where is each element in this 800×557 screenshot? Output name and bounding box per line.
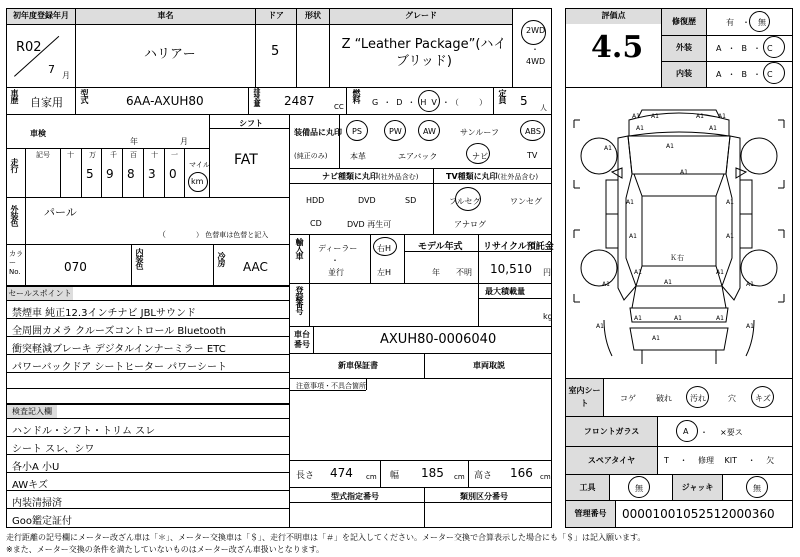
navi-hdd: HDD — [306, 196, 325, 205]
circle-hv — [418, 90, 440, 112]
model-value: 6AA-AXUH80 — [126, 94, 204, 108]
car-damage-diagram — [566, 88, 792, 378]
mark-20: A1 — [674, 315, 682, 322]
footer-note-1: 走行距離の記号欄にメーター改ざん車は「＊」、メーター交換車は「＄」、走行不明車は「＃」を記入してください。メーター交換で合算表示した場合にも「＄」は記入願います。 — [6, 533, 646, 542]
circle-windshield-a — [676, 420, 698, 442]
height-value: 166 — [510, 466, 533, 480]
label-usage: 車歴 — [10, 89, 19, 103]
circle-fullseg — [455, 187, 481, 211]
mark-12: A1 — [629, 233, 637, 240]
import-left-hand: 左H — [377, 268, 392, 277]
jack-value: 無 — [753, 484, 761, 493]
label-color: 外装色 — [10, 205, 19, 226]
label-equipment-sub: (純正のみ) — [294, 152, 328, 160]
label-mileage: 走行 — [10, 158, 19, 172]
length-unit: cm — [366, 473, 377, 481]
drive-2wd: 2WD — [526, 26, 546, 35]
circle-scratch — [751, 386, 774, 408]
usage-value: 自家用 — [30, 96, 63, 109]
circle-repair-none — [749, 11, 770, 32]
seat-opt-hole: 穴 — [728, 394, 736, 403]
inspector-note-3: 各小A 小U — [12, 462, 60, 473]
odo-digit-2: 9 — [106, 167, 114, 181]
label-type-approval: 型式指定番号 — [331, 492, 379, 501]
month-unit-2: 月 — [180, 137, 188, 146]
equip-pw: PW — [389, 127, 402, 136]
car-name: ハリアー — [144, 47, 196, 62]
label-shift: シフト — [239, 119, 263, 128]
odo-head-sign: 記号 — [36, 151, 50, 159]
windshield-sep: ・ — [700, 428, 708, 437]
odo-digit-1: 5 — [86, 167, 94, 181]
width-value: 185 — [421, 466, 444, 480]
sales-point-1: 禁煙車 純正12.3インチナビ JBLサウンド — [12, 308, 197, 319]
odo-head-mile: マイル — [189, 161, 210, 169]
inspector-note-5: 内装清掃済 — [12, 498, 62, 509]
label-interior-seat: 室内シート — [566, 379, 603, 416]
label-model: 型式 — [80, 89, 89, 103]
persons-unit: 人 — [540, 104, 547, 112]
model-year-unknown: 不明 — [456, 268, 472, 277]
circle-exterior-c — [763, 36, 785, 58]
mark-9: A1 — [680, 169, 688, 176]
equip-navi: ナビ — [472, 152, 488, 161]
mark-18: A1 — [746, 281, 754, 288]
capacity-value: 5 — [520, 94, 528, 108]
odo-head-juu: 十 — [151, 151, 158, 159]
label-navi: ナビ種類に丸印(社外品含む) — [322, 172, 419, 181]
year-unit: 年 — [130, 137, 138, 146]
mark-4: A1 — [718, 113, 726, 120]
seat-opt-burn: コゲ — [620, 394, 636, 403]
label-class-no: 類別区分番号 — [460, 492, 508, 501]
equip-sunroof: サンルーフ — [460, 128, 499, 137]
mark-6: A1 — [709, 125, 717, 132]
sales-point-2: 全周囲カメラ クルーズコントロール Bluetooth — [12, 326, 226, 337]
grade-value: Z “Leather Package”(ハイブリッド) — [341, 37, 507, 69]
inspector-note-6: Goo鑑定証付 — [12, 516, 72, 527]
mark-23: A1 — [746, 323, 754, 330]
label-mgmt: 管理番号 — [566, 501, 615, 527]
label-recycle: リサイクル預託金 — [483, 242, 554, 252]
odo-head-10man: 十 — [67, 151, 74, 159]
label-fuel: 燃料 — [352, 89, 361, 103]
label-chassis: 車台番号 — [294, 330, 310, 349]
circle-jack — [746, 476, 768, 498]
odo-digit-4: 3 — [148, 167, 156, 181]
label-shape: 形状 — [297, 9, 329, 24]
label-spare-tire: スペアタイヤ — [566, 447, 657, 474]
inspector-note-2: シート スレ、シワ — [12, 444, 95, 455]
label-interior-color: 内装色 — [135, 248, 144, 269]
label-exterior: 外装 — [662, 35, 706, 61]
mark-24: A1 — [652, 335, 660, 342]
circle-tools — [628, 476, 650, 498]
odo-head-hyaku: 百 — [130, 151, 137, 159]
km-unit: km — [191, 177, 204, 186]
label-first-reg: 初年度登録年月 — [7, 9, 75, 24]
odo-head-sen: 千 — [110, 151, 117, 159]
reg-month: 7 — [48, 63, 55, 76]
mark-3: A1 — [696, 113, 704, 120]
equip-aw: AW — [423, 127, 436, 136]
color-paren: （ — [158, 230, 166, 239]
exterior-options: A・B・C — [716, 44, 779, 53]
tv-oneseg: ワンセグ — [510, 197, 542, 206]
inspector-note-4: AWキズ — [12, 480, 48, 491]
circle-pw — [384, 120, 406, 141]
odo-head-ichi: 一 — [171, 151, 178, 159]
equip-tv: TV — [527, 151, 538, 160]
repair-options: 有・無 — [726, 18, 774, 27]
tv-fullseg: フルセグ — [449, 197, 481, 206]
length-value: 474 — [330, 466, 353, 480]
seat-opt-tear: 破れ — [656, 394, 672, 403]
circle-navi — [466, 143, 490, 164]
label-sales-points: セールスポイント — [8, 289, 72, 298]
label-manual: 車両取説 — [473, 361, 505, 370]
label-car-name: 車名 — [76, 9, 255, 24]
circle-abs — [520, 120, 545, 141]
label-notes: 注意事項・不具合箇所 — [296, 382, 366, 390]
label-door: ドア — [256, 9, 296, 24]
color-value: パール — [44, 206, 77, 219]
mark-5: A1 — [636, 125, 644, 132]
mark-15: A1 — [716, 269, 724, 276]
mark-2: A1 — [651, 113, 659, 120]
label-tools: 工具 — [566, 475, 609, 500]
label-import: 輸入車 — [295, 238, 304, 259]
drive-4wd: 4WD — [526, 57, 546, 66]
equip-leather: 本革 — [350, 152, 366, 161]
mark-14: A1 — [634, 269, 642, 276]
sales-point-3: 衝突軽減ブレーキ デジタルインナーミラー ETC — [12, 344, 226, 355]
label-displacement: 排気量 — [253, 88, 261, 106]
mark-22: A1 — [596, 323, 604, 330]
diagram-note: Ｋ右 — [670, 254, 684, 262]
mark-21: A1 — [716, 315, 724, 322]
navi-cd: CD — [310, 219, 322, 228]
label-reg-no: 登録番号 — [295, 286, 304, 314]
model-year-unit: 年 — [432, 268, 440, 277]
import-sep: ・ — [331, 256, 339, 265]
mark-13: A1 — [726, 233, 734, 240]
label-length: 長さ — [296, 471, 315, 481]
label-height: 高さ — [474, 471, 493, 481]
circle-interior-c — [763, 62, 785, 84]
mark-11: A1 — [726, 199, 734, 206]
spare-options: T ・ 修理 KIT ・ 欠 — [664, 456, 775, 465]
circle-stain — [686, 386, 709, 408]
label-inspector-notes: 検査記入欄 — [7, 405, 57, 418]
fuel-options: G・D・HV・（ ） — [372, 98, 492, 107]
equip-abs: ABS — [525, 127, 541, 136]
odo-head-man: 万 — [89, 151, 96, 159]
width-unit: cm — [454, 473, 465, 481]
tv-analog: アナログ — [454, 220, 486, 229]
shift-value: FAT — [234, 152, 258, 168]
inspector-note-1: ハンドル・シフト・トリム スレ — [12, 426, 156, 437]
mark-16: A1 — [664, 279, 672, 286]
navi-dvd: DVD — [358, 196, 376, 205]
interior-options: A・B・C — [716, 70, 779, 79]
height-unit: cm — [540, 473, 551, 481]
import-right-hand: 右H — [377, 244, 392, 253]
label-max-load: 最大積載量 — [485, 287, 525, 296]
mark-17: A1 — [602, 281, 610, 288]
chassis-value: AXUH80-0006040 — [380, 332, 497, 347]
month-unit: 月 — [62, 71, 70, 80]
label-interior: 内装 — [662, 61, 706, 87]
cc-unit: CC — [334, 103, 344, 111]
color-no-value: 070 — [64, 260, 87, 274]
navi-dvd-play: DVD 再生可 — [347, 220, 392, 229]
odo-digit-5: 0 — [169, 167, 177, 181]
mark-19: A1 — [634, 315, 642, 322]
label-ac: 冷房 — [217, 252, 226, 266]
windshield-opt-x: ×要ス — [720, 428, 743, 437]
recycle-value: 10,510 — [490, 262, 532, 276]
circle-ps — [346, 120, 368, 141]
score-value: 4.5 — [591, 30, 644, 65]
sales-point-4: パワーバックドア シートヒーター パワーシート — [12, 362, 227, 373]
import-dealer: ディーラー — [318, 244, 358, 253]
yen-unit: 円 — [543, 268, 551, 277]
circle-right-hand — [373, 237, 397, 256]
circle-aw — [418, 120, 440, 141]
displacement-value: 2487 — [284, 94, 315, 108]
mark-10: A1 — [626, 199, 634, 206]
seat-opt-scratch: キズ — [755, 394, 771, 403]
mgmt-value: 0000100105251200036​0 — [622, 507, 775, 521]
label-equipment: 装備品に丸印 — [294, 128, 342, 137]
label-grade: グレード — [330, 9, 512, 24]
equip-airbag: エアバック — [398, 152, 438, 161]
odo-digit-3: 8 — [127, 167, 135, 181]
footer-note-2: ※また、メーター交換の条件を満たしていないものはメーター改ざん車扱いとなります。 — [6, 545, 325, 554]
reg-year: R02 — [16, 40, 42, 55]
windshield-opt-a: A — [683, 427, 689, 436]
label-windshield: フロントガラス — [566, 417, 657, 446]
label-jack: ジャッキ — [673, 475, 722, 500]
label-tv: TV種類に丸印(社外品含む) — [446, 172, 539, 181]
mark-8: A1 — [604, 145, 612, 152]
label-repair: 修復歴 — [662, 9, 706, 35]
label-score: 評価点 — [566, 9, 661, 24]
label-model-year: モデル年式 — [418, 242, 463, 252]
door-count: 5 — [271, 44, 280, 59]
label-color-no: カラーNo. — [9, 250, 23, 276]
label-capacity: 定員 — [498, 89, 507, 103]
ac-value: AAC — [243, 260, 268, 274]
kg-unit: kg — [543, 312, 553, 321]
label-new-warranty: 新車保証書 — [338, 361, 378, 370]
tools-value: 無 — [635, 484, 643, 493]
navi-sd: SD — [405, 196, 417, 205]
equip-ps: PS — [352, 127, 362, 136]
color-note: ） 色替車は色替と記入 — [196, 231, 269, 239]
seat-opt-stain: 汚れ — [690, 394, 706, 403]
mark-1: A1 — [632, 113, 640, 120]
import-parallel: 並行 — [328, 268, 344, 277]
label-width: 幅 — [390, 471, 400, 481]
mark-7: A1 — [666, 143, 674, 150]
label-inspection: 車検 — [30, 129, 46, 138]
